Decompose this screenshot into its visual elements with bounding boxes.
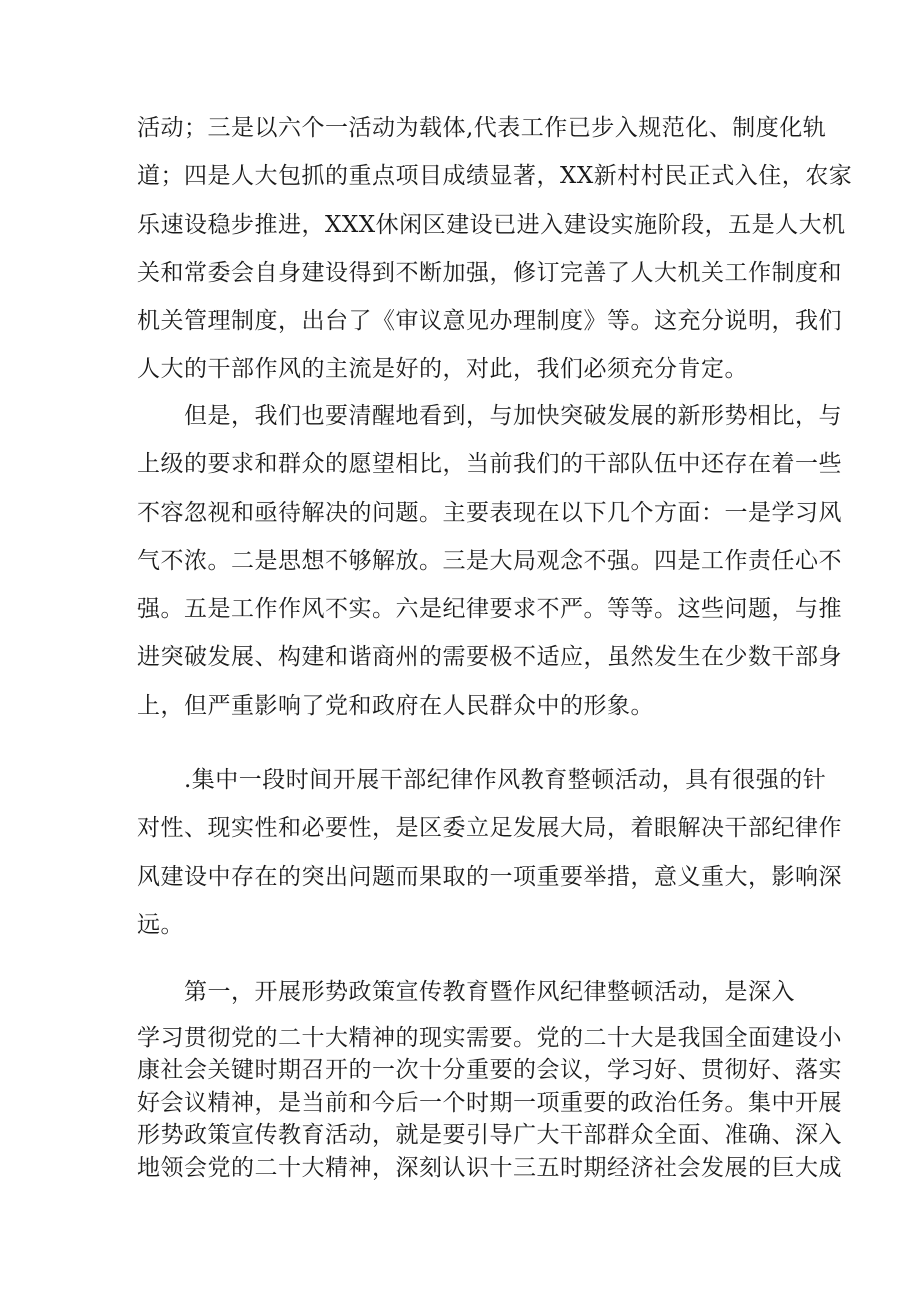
text-line: 人大的干部作风的主流是好的，对此，我们必须充分肯定。 (137, 356, 748, 383)
text-line: 道；四是人大包抓的重点项目成绩显著，XX新村村民正式入住，农家 (137, 163, 853, 190)
text-line: 风建设中存在的突出问题而果取的一项重要举措，意义重大，影响深 (137, 863, 842, 890)
paragraph-first-point-heading (137, 968, 795, 1016)
paragraph-first-point-body (137, 1022, 842, 1184)
text-line: 上级的要求和群众的愿望相比，当前我们的干部队伍中还存在着一些 (137, 451, 842, 478)
text-line: 乐速设稳步推进，XXX休闲区建设已进入建设实施阶段，五是人大机 (137, 211, 846, 238)
text-line: 学习贯彻党的二十大精神的现实需要。党的二十大是我国全面建设小 (137, 1025, 842, 1051)
text-line: 康社会关键时期召开的一次十分重要的会议，学习好、贯彻好、落实 (137, 1057, 842, 1084)
text-line: 气不浓。二是思想不够解放。三是大局观念不强。四是工作责任心不 (137, 547, 842, 574)
paragraph-problems (137, 392, 842, 730)
paragraph-achievements (137, 104, 853, 394)
paragraph-significance (137, 756, 842, 949)
text-line: .集中一段时间开展干部纪律作风教育整顿活动，具有很强的针 (137, 767, 827, 793)
text-line: 关和常委会自身建设得到不断加强，修订完善了人大机关工作制度和 (137, 259, 842, 286)
text-line: 强。五是工作作风不实。六是纪律要求不严。等等。这些问题，与推 (137, 596, 842, 623)
text-line: 不容忽视和亟待解决的问题。主要表现在以下几个方面：一是学习风 (137, 499, 842, 526)
text-line: 形势政策宣传教育活动，就是要引导广大干部群众全面、准确、深入 (137, 1122, 842, 1149)
text-line: 进突破发展、构建和谐商州的需要极不适应，虽然发生在少数干部身 (137, 644, 842, 671)
text-line: 第一，开展形势政策宣传教育暨作风纪律整顿活动，是深入 (137, 979, 795, 1005)
text-line: 好会议精神，是当前和今后一个时期一项重要的政治任务。集中开展 (137, 1089, 842, 1116)
text-line: 机关管理制度，出台了《审议意见办理制度》等。这充分说明，我们 (137, 308, 842, 335)
text-line: 远。 (137, 911, 184, 938)
text-line: 上，但严重影响了党和政府在人民群众中的形象。 (137, 692, 654, 719)
text-line: 对性、现实性和必要性，是区委立足发展大局，着眼解决干部纪律作 (137, 815, 842, 842)
text-line: 活动；三是以六个一活动为载体,代表工作已步入规范化、制度化轨 (137, 115, 827, 141)
text-line: 地领会党的二十大精神，深刻认识十三五时期经济社会发展的巨大成 (137, 1154, 842, 1181)
text-line: 但是，我们也要清醒地看到，与加快突破发展的新形势相比，与 (137, 403, 842, 429)
